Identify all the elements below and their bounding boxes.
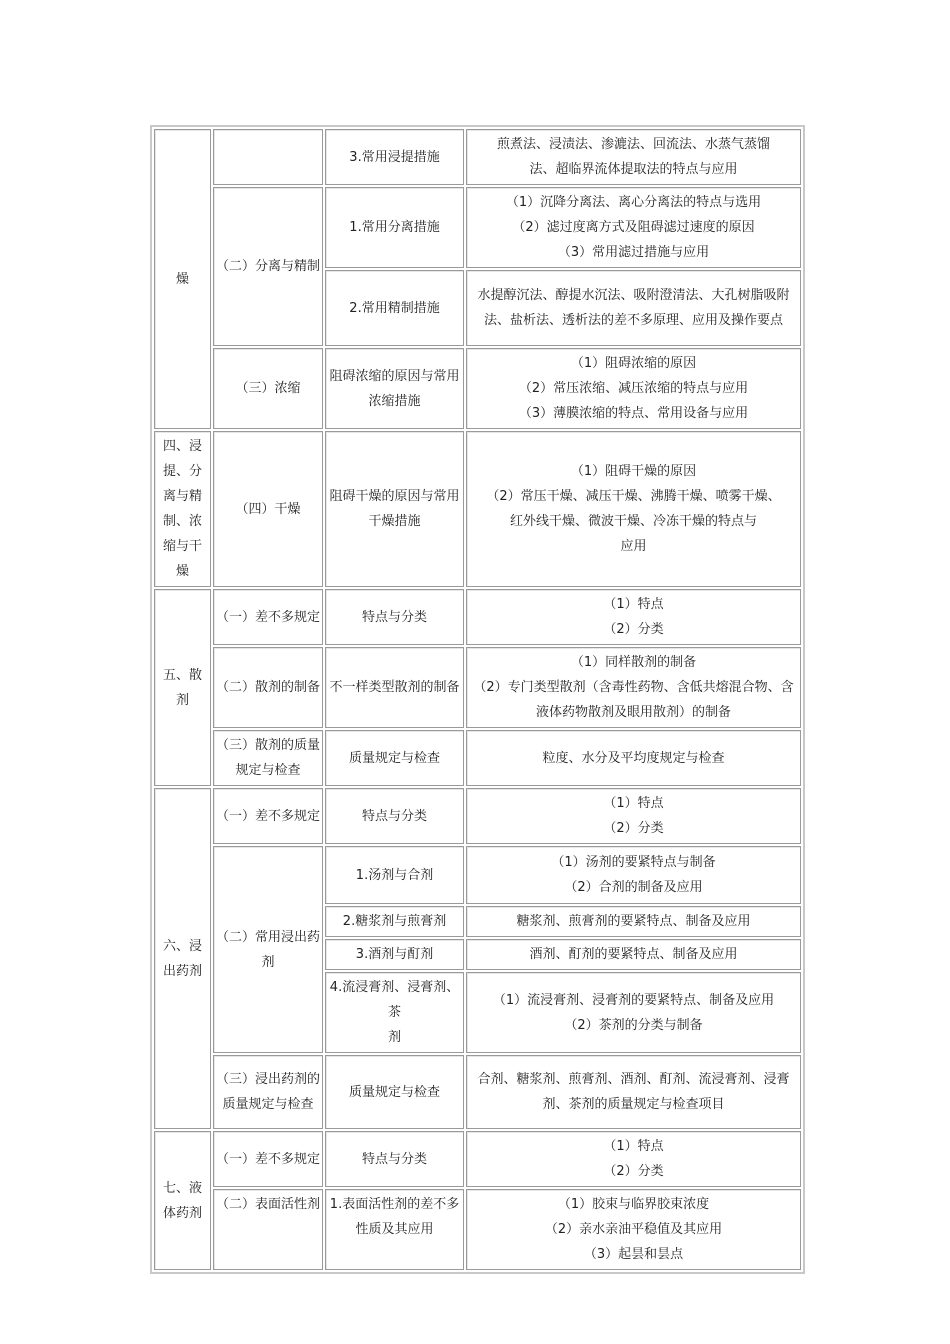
cell-topic [325, 939, 464, 970]
cell-topic [325, 129, 464, 185]
cell-text: （一）差不多规定 [216, 1151, 321, 1167]
cell-text-line: （1）特点 [603, 1139, 664, 1154]
cell-text-line: 红外线干燥、微波干燥、冷冻干燥的特点与 [509, 514, 757, 529]
cell-req [466, 906, 801, 937]
cell-req [466, 129, 801, 185]
cell-main [154, 589, 211, 786]
cell-text-line: （二）常用浸出药 [216, 929, 321, 945]
cell-text: （一）差不多规定 [216, 808, 321, 824]
cell-text: 质量规定与检查 [348, 1084, 440, 1100]
cell-text-line: （1）同样散剂的制备 [570, 655, 697, 670]
cell-text-line: 剂 [261, 954, 275, 970]
table-row [154, 348, 801, 429]
cell-text: 燥 [175, 271, 189, 287]
cell-text-line: （1）汤剂的要紧特点与制备 [551, 855, 716, 870]
table-row [154, 730, 801, 786]
cell-text-line: 水提醇沉法、醇提水沉法、吸附澄清法、大孔树脂吸附法、盐析法、透析法的差不多原理、应用及操作要点 [477, 288, 790, 328]
cell-sub [213, 788, 323, 844]
cell-text-line: 粒度、水分及平均度规定与检查 [542, 750, 725, 766]
cell-sub [213, 129, 323, 185]
cell-topic [325, 1055, 464, 1129]
cell-sub [213, 1189, 323, 1270]
cell-text-line: （1）沉降分离法、离心分离法的特点与选用 [505, 195, 762, 210]
cell-sub [213, 647, 323, 728]
cell-topic [325, 270, 464, 346]
cell-text: 质量规定与检查 [348, 750, 440, 766]
cell-text: 特点与分类 [361, 609, 427, 625]
cell-main [154, 1131, 211, 1270]
cell-text-line: 法、超临界流体提取法的特点与应用 [529, 162, 738, 177]
cell-topic [325, 846, 464, 904]
cell-text-line: （2）合剂的制备及应用 [564, 880, 703, 895]
cell-text: （二）表面活性剂 [216, 1197, 321, 1212]
cell-text-line: （2）分类 [603, 1164, 664, 1179]
table-row [154, 788, 801, 844]
cell-text: 四、浸提、分离与精制、浓缩与干燥 [162, 439, 202, 579]
cell-text-line: （3）薄膜浓缩的特点、常用设备与应用 [518, 406, 749, 421]
cell-req [466, 1189, 801, 1270]
table-row [154, 431, 801, 587]
cell-text-line: 4.流浸膏剂、浸膏剂、茶 [329, 980, 460, 1020]
cell-sub [213, 1055, 323, 1129]
table-row [154, 1189, 801, 1270]
table-row [154, 1131, 801, 1187]
cell-text: 七、液体药剂 [162, 1180, 202, 1221]
cell-text-line: （1）流浸膏剂、浸膏剂的要紧特点、制备及应用 [492, 992, 775, 1008]
cell-req [466, 939, 801, 970]
cell-sub [213, 846, 323, 1053]
cell-req [466, 730, 801, 786]
cell-text: （二）散剂的制备 [216, 680, 321, 695]
cell-text-line: （2）分类 [603, 821, 664, 836]
cell-topic [325, 348, 464, 429]
cell-topic [325, 788, 464, 844]
cell-req [466, 647, 801, 728]
cell-text-line: （2）分类 [603, 622, 664, 637]
cell-req [466, 431, 801, 587]
cell-req [466, 788, 801, 844]
cell-text: 2.常用精制措施 [349, 300, 440, 316]
cell-text-line: （1）阻碍干燥的原因 [570, 464, 697, 479]
cell-text: 六、浸出药剂 [162, 938, 202, 979]
cell-topic [325, 972, 464, 1053]
cell-req [466, 1131, 801, 1187]
cell-text: 3.酒剂与酊剂 [355, 947, 434, 962]
cell-sub [213, 1131, 323, 1187]
cell-text-line: （2）专门类型散剂（含毒性药物、含低共熔混合物、含液体药物散剂及眼用散剂）的制备 [473, 680, 794, 720]
cell-sub [213, 431, 323, 587]
cell-text-line: 剂 [387, 1030, 401, 1045]
cell-text-line: 糖浆剂、煎膏剂的要紧特点、制备及应用 [516, 914, 751, 929]
table-row [154, 589, 801, 645]
cell-main [154, 129, 211, 429]
cell-text: 1.表面活性剂的差不多性质及其应用 [329, 1197, 460, 1237]
cell-topic [325, 647, 464, 728]
cell-text-line: 酒剂、酊剂的要紧特点、制备及应用 [529, 947, 738, 962]
cell-topic [325, 431, 464, 587]
cell-req [466, 846, 801, 904]
cell-req [466, 270, 801, 346]
cell-req [466, 348, 801, 429]
table-row [154, 846, 801, 904]
cell-text: 特点与分类 [361, 1151, 427, 1167]
cell-text-line: （3）常用滤过措施与应用 [557, 245, 710, 260]
table-row [154, 1055, 801, 1129]
cell-text: 不一样类型散剂的制备 [329, 680, 460, 695]
table-row [154, 187, 801, 268]
cell-text: 特点与分类 [361, 808, 427, 824]
syllabus-table [150, 125, 805, 1274]
table-row [154, 647, 801, 728]
cell-text-line: （3）起昙和昙点 [583, 1247, 684, 1262]
cell-text: 1.汤剂与合剂 [355, 867, 434, 883]
cell-text: （四）干燥 [235, 501, 301, 517]
cell-text-line: （2）常压干燥、减压干燥、沸腾干燥、喷雾干燥、 [486, 489, 781, 504]
cell-text-line: （2）茶剂的分类与制备 [564, 1017, 703, 1033]
cell-text: 阻碍浓缩的原因与常用浓缩措施 [329, 368, 460, 409]
cell-text-line: （2）亲水亲油平稳值及其应用 [544, 1222, 723, 1237]
cell-text: 阻碍干燥的原因与常用干燥措施 [329, 489, 460, 529]
cell-text-line: （2）滤过度离方式及阻碍滤过速度的原因 [512, 220, 755, 235]
cell-text-line: 煎煮法、浸渍法、渗漉法、回流法、水蒸气蒸馏 [496, 137, 770, 152]
cell-text-line: （1）胶束与临界胶束浓度 [557, 1197, 710, 1212]
cell-main [154, 431, 211, 587]
cell-sub [213, 187, 323, 346]
cell-req [466, 187, 801, 268]
cell-text: 3.常用浸提措施 [349, 149, 440, 165]
cell-text-line: （1）特点 [603, 796, 664, 811]
cell-text-line: 应用 [620, 539, 647, 554]
cell-main [154, 788, 211, 1129]
cell-sub [213, 589, 323, 645]
cell-text: （三）浸出药剂的质量规定与检查 [216, 1072, 321, 1112]
cell-topic [325, 1131, 464, 1187]
cell-text: （三）浓缩 [235, 381, 301, 396]
cell-text: 1.常用分离措施 [349, 220, 440, 235]
cell-text: 2.糖浆剂与煎膏剂 [342, 914, 447, 929]
cell-text-line: （2）常压浓缩、减压浓缩的特点与应用 [518, 381, 749, 396]
cell-req [466, 589, 801, 645]
cell-text-line: 合剂、糖浆剂、煎膏剂、酒剂、酊剂、流浸膏剂、浸膏剂、茶剂的质量规定与检查项目 [477, 1072, 790, 1112]
cell-sub [213, 348, 323, 429]
cell-text: （二）分离与精制 [216, 259, 321, 274]
cell-text-line: （1）特点 [603, 597, 664, 612]
table-row [154, 129, 801, 185]
cell-topic [325, 730, 464, 786]
cell-text: （一）差不多规定 [216, 609, 321, 625]
cell-sub [213, 730, 323, 786]
cell-topic [325, 906, 464, 937]
cell-text: （三）散剂的质量规定与检查 [216, 738, 321, 778]
cell-topic [325, 1189, 464, 1270]
cell-topic [325, 187, 464, 268]
cell-text-line: （1）阻碍浓缩的原因 [570, 356, 697, 371]
cell-req [466, 972, 801, 1053]
cell-req [466, 1055, 801, 1129]
cell-text: 五、散剂 [162, 667, 202, 708]
cell-topic [325, 589, 464, 645]
